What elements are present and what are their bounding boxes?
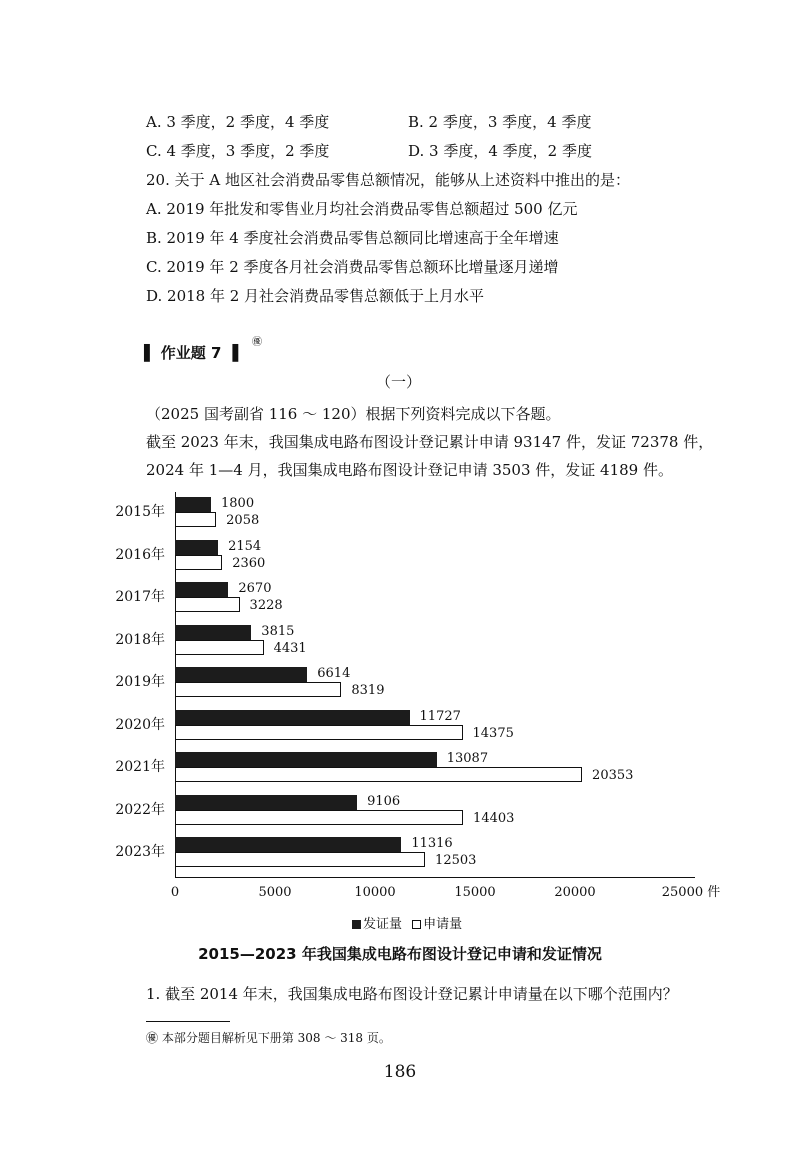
source-line: （2025 国考副省 116 ～ 120）根据下列资料完成以下各题。 bbox=[146, 405, 561, 423]
option-b-q20: B. 2019 年 4 季度社会消费品零售总额同比增速高于全年增速 bbox=[146, 229, 559, 247]
legend-label-applied: 申请量 bbox=[423, 917, 463, 932]
legend-swatch-applied bbox=[412, 920, 421, 929]
option-b-q19: B. 2 季度，3 季度，4 季度 bbox=[408, 113, 592, 131]
question-1: 1. 截至 2014 年末，我国集成电路布图设计登记累计申请量在以下哪个范围内？ bbox=[146, 985, 678, 1003]
section-marker: ▌ bbox=[144, 344, 156, 362]
bar-issued bbox=[175, 625, 251, 640]
data-label-applied: 20353 bbox=[592, 768, 634, 783]
bar-applied bbox=[175, 640, 264, 655]
data-label-applied: 14403 bbox=[473, 810, 515, 826]
footnote: ㊝ 本部分题目解析见下册第 308 ～ 318 页。 bbox=[146, 1031, 391, 1045]
data-label-applied: 2058 bbox=[226, 513, 260, 528]
bar-issued bbox=[175, 667, 307, 682]
x-tick-label: 25000 件 bbox=[661, 885, 721, 900]
footnote-divider bbox=[146, 1021, 230, 1022]
bar-applied bbox=[175, 725, 463, 740]
data-label-issued: 3815 bbox=[261, 623, 295, 639]
option-c-q20: C. 2019 年 2 季度各月社会消费品零售总额环比增量逐月递增 bbox=[146, 258, 559, 276]
data-label-issued: 2154 bbox=[228, 538, 262, 554]
x-tick-label: 0 bbox=[170, 885, 180, 900]
data-label-applied: 3228 bbox=[249, 598, 283, 613]
data-label-applied: 2360 bbox=[232, 555, 266, 571]
question-20-stem: 20. 关于 A 地区社会消费品零售总额情况，能够从上述资料中推出的是： bbox=[146, 171, 630, 189]
data-label-issued: 1800 bbox=[221, 496, 255, 511]
data-label-applied: 8319 bbox=[351, 683, 385, 698]
bar-applied bbox=[175, 810, 463, 825]
option-c-q19: C. 4 季度，3 季度，2 季度 bbox=[146, 142, 330, 160]
option-a-q20: A. 2019 年批发和零售业月均社会消费品零售总额超过 500 亿元 bbox=[146, 200, 578, 218]
data-label-issued: 13087 bbox=[446, 751, 489, 766]
data-label-applied: 14375 bbox=[472, 725, 514, 741]
data-label-issued: 11316 bbox=[411, 836, 453, 851]
bar-applied bbox=[175, 682, 341, 697]
y-tick-label: 2022年 bbox=[115, 801, 165, 818]
bar-issued bbox=[175, 540, 218, 555]
data-label-issued: 11727 bbox=[419, 708, 461, 724]
bar-applied bbox=[175, 597, 240, 612]
section-end-marker: ▐ bbox=[226, 344, 239, 362]
x-axis-line bbox=[175, 877, 695, 878]
note-symbol: ㊝ bbox=[252, 337, 262, 348]
option-d-q19: D. 3 季度，4 季度，2 季度 bbox=[408, 142, 592, 160]
data-label-issued: 9106 bbox=[367, 793, 401, 809]
data-label-applied: 12503 bbox=[435, 853, 477, 868]
data-label-applied: 4431 bbox=[273, 640, 307, 656]
option-a-q19: A. 3 季度，2 季度，4 季度 bbox=[146, 113, 330, 131]
y-axis-line bbox=[175, 492, 176, 878]
paragraph-line-2: 2024 年 1—4 月，我国集成电路布图设计登记申请 3503 件，发证 4189 件。 bbox=[146, 461, 673, 479]
y-tick-label: 2017年 bbox=[115, 589, 165, 605]
bar-issued bbox=[175, 582, 228, 597]
y-tick-label: 2020年 bbox=[115, 716, 165, 733]
chart-legend bbox=[352, 915, 462, 935]
page-number: 186 bbox=[383, 1062, 417, 1082]
bar-issued bbox=[175, 837, 401, 852]
option-d-q20: D. 2018 年 2 月社会消费品零售总额低于上月水平 bbox=[146, 287, 485, 305]
section-title: 作业题 7 bbox=[160, 344, 222, 362]
x-tick-label: 15000 bbox=[454, 885, 496, 900]
x-tick-label: 5000 bbox=[258, 885, 292, 900]
bar-applied bbox=[175, 767, 582, 782]
chart-title: 2015—2023 年我国集成电路布图设计登记申请和发证情况 bbox=[198, 945, 602, 963]
bar-issued bbox=[175, 710, 410, 725]
bar-applied bbox=[175, 555, 222, 570]
section-header bbox=[144, 343, 238, 363]
section-subtitle: （一） bbox=[376, 373, 422, 391]
x-tick-label: 10000 bbox=[354, 885, 396, 900]
y-tick-label: 2018年 bbox=[115, 631, 165, 648]
legend-label-issued: 发证量 bbox=[363, 917, 403, 932]
data-label-issued: 6614 bbox=[317, 666, 351, 681]
bar-issued bbox=[175, 752, 437, 767]
bar-issued bbox=[175, 795, 357, 810]
data-label-issued: 2670 bbox=[238, 581, 272, 596]
y-tick-label: 2016年 bbox=[115, 546, 165, 563]
legend-swatch-issued bbox=[352, 920, 361, 929]
x-tick-label: 20000 bbox=[554, 885, 596, 900]
bar-applied bbox=[175, 512, 216, 527]
y-tick-label: 2021年 bbox=[115, 759, 165, 775]
bar-applied bbox=[175, 852, 425, 867]
paragraph-line-1: 截至 2023 年末，我国集成电路布图设计登记累计申请 93147 件，发证 72378 件， bbox=[146, 433, 714, 451]
y-tick-label: 2015年 bbox=[115, 504, 165, 520]
y-tick-label: 2023年 bbox=[115, 844, 165, 860]
y-tick-label: 2019年 bbox=[115, 674, 165, 690]
bar-issued bbox=[175, 497, 211, 512]
